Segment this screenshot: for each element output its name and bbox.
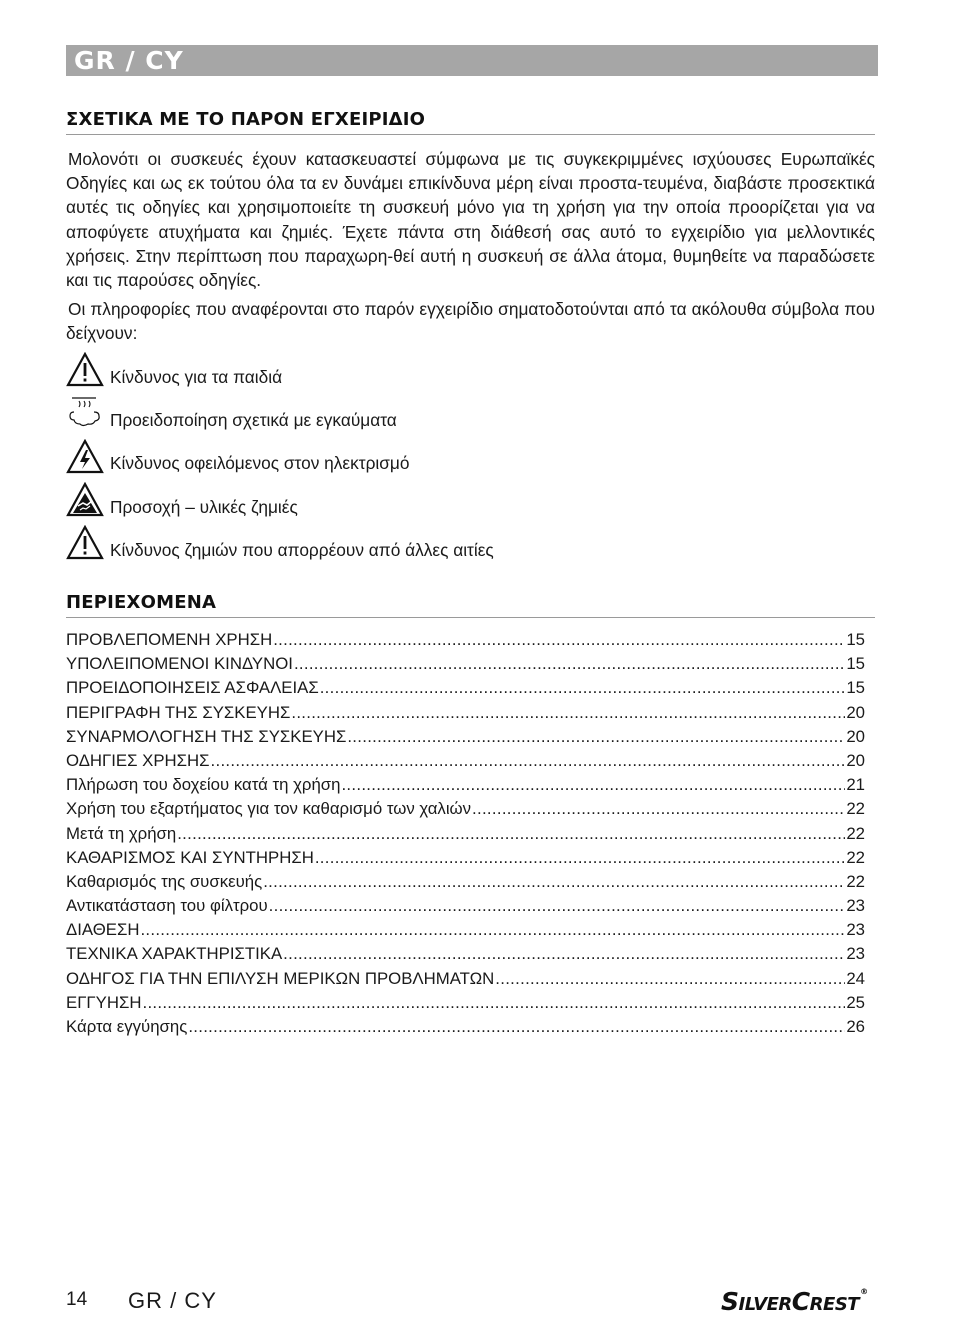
toc-entry-page: 23 — [846, 896, 865, 916]
toc-entry-page: 22 — [846, 847, 865, 867]
about-manual-heading: ΣΧΕΤΙΚΑ ΜΕ ΤΟ ΠΑΡΟΝ ΕΓΧΕΙΡΙΔΙΟ — [66, 109, 875, 135]
symbols-intro-paragraph: Οι πληροφορίες που αναφέρονται στο παρόν εγχειρίδιο σηματοδοτούνται από τα ακόλουθα σύμβολα που δείχνουν: — [66, 299, 875, 344]
toc-entry-title: ΥΠΟΛΕΙΠΟΜΕΝΟΙ ΚΙΝΔΥΝΟΙ — [66, 654, 293, 674]
footer-language: GR / CY — [128, 1288, 217, 1313]
toc-dot-leader — [211, 749, 846, 773]
toc-entry — [66, 967, 865, 991]
toc-entry-page: 24 — [846, 968, 865, 988]
toc-dot-leader — [142, 991, 845, 1015]
toc-entry-title: Καθαρισμός της συσκευής — [66, 871, 263, 891]
toc-dot-leader — [291, 701, 845, 725]
toc-dot-leader — [283, 942, 845, 966]
toc-entry — [66, 991, 865, 1015]
symbol-row-material-damage — [66, 482, 766, 518]
toc-entry — [66, 749, 865, 773]
toc-entry-page: 26 — [846, 1017, 865, 1036]
toc-entry-title: Χρήση του εξαρτήματος για τον καθαρισμό των χαλιών — [66, 799, 472, 819]
toc-dot-leader — [177, 822, 845, 846]
toc-entry — [66, 676, 865, 700]
toc-entry — [66, 652, 865, 676]
toc-entry-page: 23 — [846, 920, 865, 940]
toc-entry-title: Κάρτα εγγύησης — [66, 1017, 188, 1036]
toc-entry — [66, 918, 865, 942]
symbol-label: Κίνδυνος οφειλόμενος στον ηλεκτρισμό — [110, 453, 410, 473]
toc-dot-leader — [273, 628, 845, 652]
toc-entry — [66, 822, 865, 846]
warning-triangle-icon — [66, 352, 104, 388]
symbol-label: Κίνδυνος για τα παιδιά — [110, 367, 283, 387]
toc-entry — [66, 942, 865, 966]
toc-dot-leader — [472, 797, 845, 821]
toc-dot-leader — [294, 652, 845, 676]
toc-dot-leader — [269, 894, 846, 918]
symbol-row-children-danger — [66, 352, 766, 388]
symbol-row-electric-danger — [66, 439, 766, 475]
electric-hazard-icon — [66, 439, 104, 475]
toc-dot-leader — [315, 846, 845, 870]
page-number: 14 — [66, 1289, 88, 1310]
toc-entry — [66, 846, 865, 870]
symbol-label: Προσοχή – υλικές ζημιές — [110, 497, 298, 517]
intro-paragraph: Μολονότι οι συσκευές έχουν κατασκευαστεί σύμφωνα με τις συγκεκριμμένες ισχύουσες Ευρωπαϊκές Οδηγίες και ως εκ τούτου όλα τα εν δυνάμει επικίνδυνα μέρη είναι προστα-τευμένα, διαβάστε προσεκτικά αυτές τις οδηγίες και χρησιμοποιείτε τη συσκευή μόνο για τη χρήση για την οποία προορίζεται για να αποφύγετε ατυχήματα και ζημιές. Έχετε πάντα στη διάθεσή σας αυτό το εγχειρίδιο για μελλοντικές χρήσεις. Στην περίπτωση που παραχωρη-θεί αυτή η συσκευή σε άλλα άτομα, θυμηθείτε να παραδώσετε και τις παρούσες οδηγίες. — [66, 149, 875, 291]
toc-entry-title: Πλήρωση του δοχείου κατά τη χρήση — [66, 775, 341, 795]
toc-entry-page: 23 — [846, 944, 865, 964]
toc-entry-title: ΚΑΘΑΡΙΣΜΟΣ ΚΑΙ ΣΥΝΤΗΡΗΣΗ — [66, 847, 314, 867]
toc-entry-title: ΠΕΡΙΓΡΑΦΗ ΤΗΣ ΣΥΣΚΕΥΗΣ — [66, 702, 291, 722]
toc-entry-title: ΠΡΟΒΛΕΠΟΜΕΝΗ ΧΡΗΣΗ — [66, 630, 273, 649]
toc-entry-page: 15 — [846, 678, 865, 698]
toc-dot-leader — [341, 773, 845, 797]
toc-entry-title: ΔΙΑΘΕΣΗ — [66, 920, 140, 940]
toc-entry-title: ΤΕΧΝΙΚΑ ΧΑΡΑΚΤΗΡΙΣΤΙΚΑ — [66, 944, 283, 964]
symbol-label: Προειδοποίηση σχετικά με εγκαύματα — [110, 410, 397, 430]
toc-entry-page: 25 — [846, 992, 865, 1012]
toc-entry — [66, 725, 865, 749]
silvercrest-logo: SILVERCREST® — [721, 1287, 868, 1316]
toc-entry — [66, 1015, 865, 1039]
toc-entry — [66, 894, 865, 918]
toc-entry — [66, 797, 865, 821]
toc-entry — [66, 701, 865, 725]
toc-entry-page: 20 — [846, 750, 865, 770]
toc-entry-title: ΟΔΗΓΟΣ ΓΙΑ ΤΗΝ ΕΠΙΛΥΣΗ ΜΕΡΙΚΩΝ ΠΡΟΒΛΗΜΑΤΩΝ — [66, 968, 495, 988]
toc-entry-page: 20 — [846, 702, 865, 722]
toc-dot-leader — [320, 676, 846, 700]
toc-dot-leader — [347, 725, 845, 749]
toc-entry — [66, 870, 865, 894]
symbol-row-other-danger — [66, 525, 766, 561]
toc-entry-page: 22 — [846, 823, 865, 843]
toc-dot-leader — [188, 1015, 845, 1039]
toc-entry-page: 15 — [846, 654, 865, 674]
toc-entry-title: ΠΡΟΕΙΔΟΠΟΙΗΣΕΙΣ ΑΣΦΑΛΕΙΑΣ — [66, 678, 319, 698]
toc-entry — [66, 773, 865, 797]
toc-dot-leader — [263, 870, 845, 894]
toc-entry — [66, 628, 865, 652]
symbol-row-burn-warning — [66, 394, 766, 430]
table-of-contents — [66, 628, 865, 1039]
material-damage-icon — [66, 482, 104, 518]
toc-dot-leader — [495, 967, 845, 991]
toc-entry-title: ΕΓΓΥΗΣΗ — [66, 992, 142, 1012]
toc-entry-page: 15 — [846, 630, 865, 649]
toc-entry-title: ΣΥΝΑΡΜΟΛΟΓΗΣΗ ΤΗΣ ΣΥΣΚΕΥΗΣ — [66, 726, 347, 746]
toc-entry-page: 22 — [846, 799, 865, 819]
toc-entry-title: Αντικατάσταση του φίλτρου — [66, 896, 268, 916]
symbol-label: Κίνδυνος ζημιών που απορρέουν από άλλες αιτίες — [110, 540, 494, 560]
warning-triangle-icon — [66, 525, 104, 561]
contents-heading: ΠΕΡΙΕΧΟΜΕΝΑ — [66, 592, 875, 618]
toc-entry-page: 21 — [846, 775, 865, 795]
toc-entry-page: 22 — [846, 871, 865, 891]
hot-surface-icon — [66, 394, 104, 430]
language-header-bar: GR / CY — [66, 45, 878, 76]
toc-entry-title: Μετά τη χρήση — [66, 823, 177, 843]
toc-entry-page: 20 — [846, 726, 865, 746]
toc-entry-title: ΟΔΗΓΙΕΣ ΧΡΗΣΗΣ — [66, 750, 210, 770]
toc-dot-leader — [140, 918, 845, 942]
